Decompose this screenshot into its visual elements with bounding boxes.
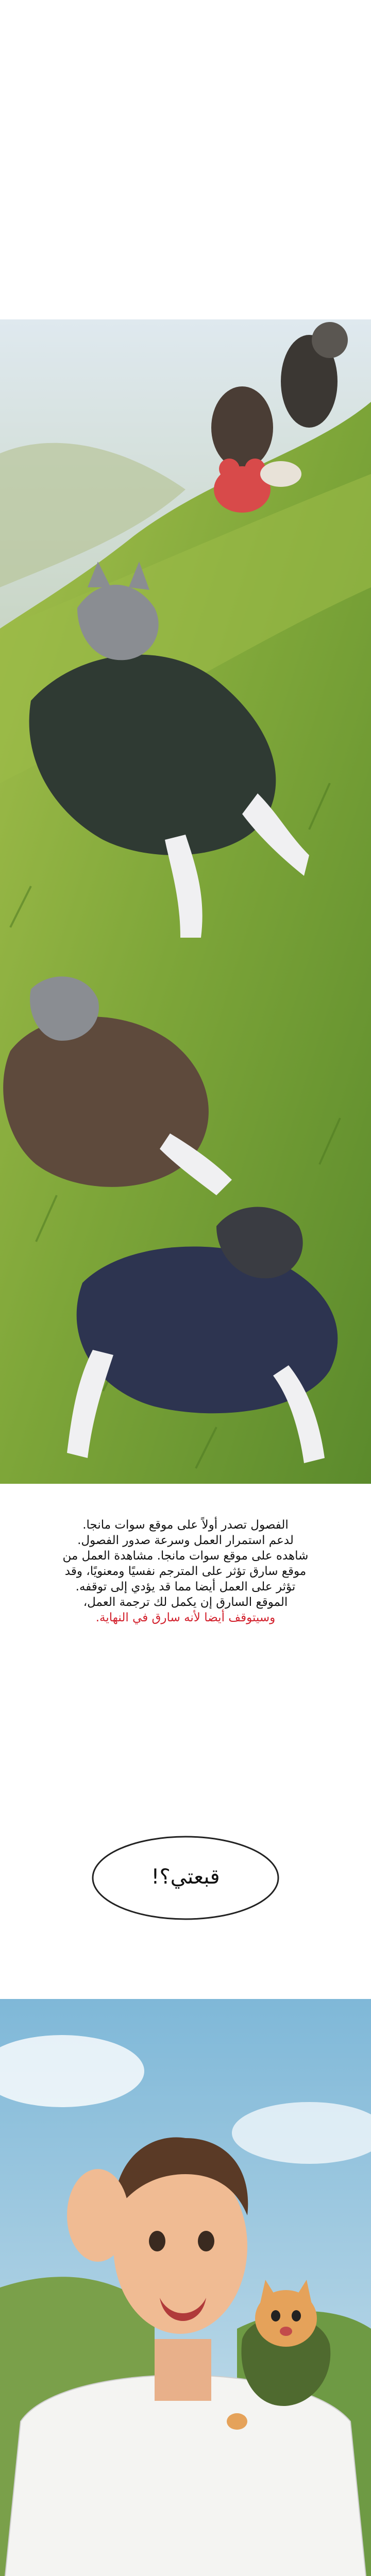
note-line: شاهده على موقع سوات مانجا. مشاهدة العمل من [62,1549,309,1563]
translator-note [15,1517,356,1625]
bubble-1-text: قبعتي؟! [151,1865,220,1889]
panel-man-with-cat [0,1999,371,2576]
note-line: الموقع السارق إن يكمل لك ترجمة العمل، [83,1596,288,1609]
note-line: تؤثر على العمل أيضا مما قد يؤدي إلى توقفه. [75,1580,296,1594]
panel-wolves-running [0,319,371,1484]
wolves-running-illustration [0,319,371,1484]
speech-bubble-1 [90,1834,281,1922]
note-line: موقع سارق تؤثر على المترجم نفسيًا ومعنويًا، وقد [64,1565,307,1578]
top-margin [0,0,371,319]
note-line: الفصول تصدر أولاً على موقع سوات مانجا. [82,1518,289,1532]
man-with-cat-illustration [0,1999,371,2576]
note-line: لدعم استمرار العمل وسرعة صدور الفصول. [77,1534,294,1547]
note-line-warning: وسيتوقف أيضا لأنه سارق في النهاية. [95,1611,276,1624]
